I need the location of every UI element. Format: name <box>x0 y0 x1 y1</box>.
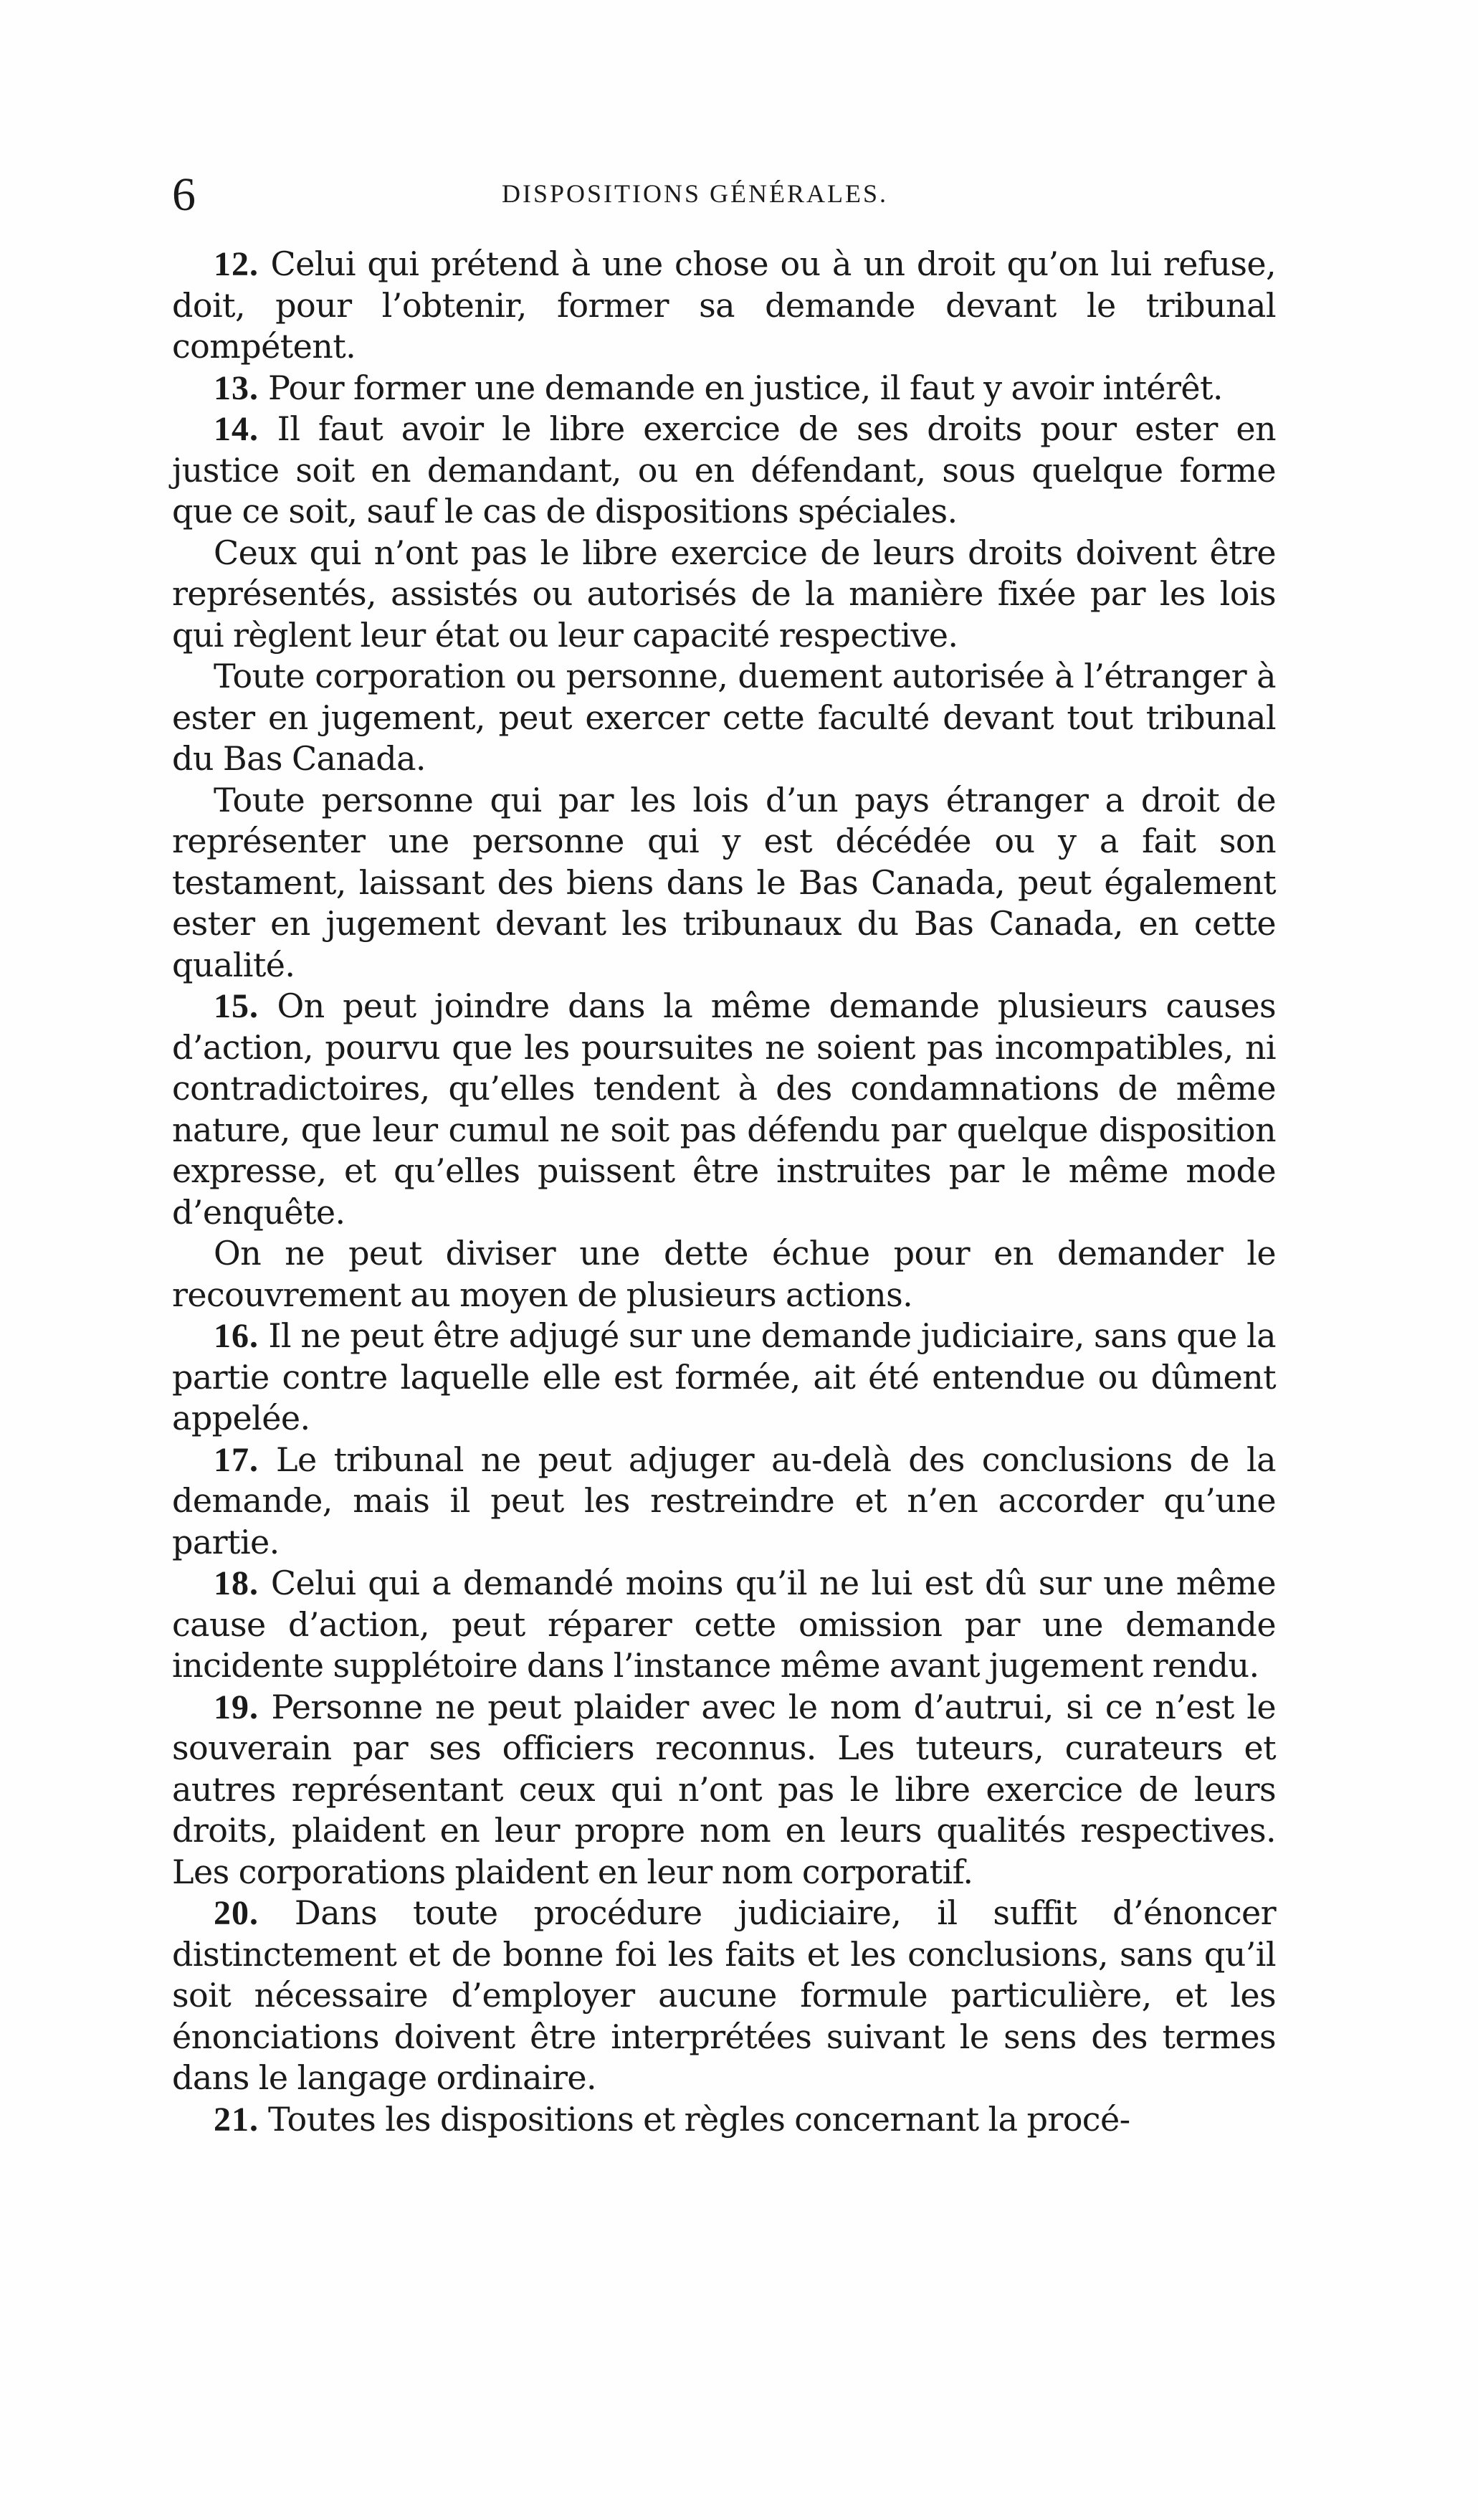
article-text: Celui qui a demandé moins qu’il ne lui est dû sur une même cause d’action, peut réparer cette omission par une demande incidente supplétoire dans l’instance même avant jugement rendu. <box>172 1564 1276 1685</box>
page-header <box>172 166 1276 224</box>
article-14-paragraph-3 <box>172 656 1276 780</box>
page-number: 6 <box>172 168 196 221</box>
article-12 <box>172 244 1276 368</box>
article-21 <box>172 2099 1276 2141</box>
article-19 <box>172 1687 1276 1893</box>
article-text: Toutes les dispositions et règles concernant la procé- <box>259 2099 1130 2139</box>
article-number: 16. <box>214 1317 259 1355</box>
article-15 <box>172 986 1276 1233</box>
article-16 <box>172 1316 1276 1440</box>
article-17 <box>172 1440 1276 1564</box>
paragraph-text: Toute personne qui par les lois d’un pays étranger a droit de représenter une personne qui y est décédée ou y a fait son testament, laissant des biens dans le Bas Canada, peut également ester en jugement devant les tribunaux du Bas Canada, en cette qualité. <box>172 780 1276 984</box>
article-20 <box>172 1893 1276 2099</box>
article-number: 21. <box>214 2100 259 2139</box>
article-text: Le tribunal ne peut adjuger au-delà des conclusions de la demande, mais il peut les restreindre et n’en accorder qu’une partie. <box>172 1440 1276 1561</box>
article-number: 19. <box>214 1688 259 1726</box>
article-15-paragraph-2 <box>172 1233 1276 1316</box>
paragraph-text: On ne peut diviser une dette échue pour en demander le recouvrement au moyen de plusieurs actions. <box>172 1234 1276 1314</box>
article-text: Il faut avoir le libre exercice de ses droits pour ester en justice soit en demandant, ou en défendant, sous quelque forme que ce soit, sauf le cas de dispositions spéciales. <box>172 409 1276 531</box>
paragraph-text: Ceux qui n’ont pas le libre exercice de leurs droits doivent être représentés, assistés ou autorisés de la manière fixée par les lois qui règlent leur état ou leur capacité respective. <box>172 533 1276 655</box>
article-number: 12. <box>214 245 259 283</box>
article-text: Dans toute procédure judiciaire, il suffit d’énoncer distinctement et de bonne foi les faits et les conclusions, sans qu’il soit nécessaire d’employer aucune formule particulière, et les énonciations doivent être interprétées suivant le sens des termes dans le langage ordinaire. <box>172 1893 1276 2097</box>
article-text: Il ne peut être adjugé sur une demande judiciaire, sans que la partie contre laquelle elle est formée, ait été entendue ou dûment appelée. <box>172 1316 1276 1437</box>
body-text <box>172 244 1276 2140</box>
article-text: On peut joindre dans la même demande plusieurs causes d’action, pourvu que les poursuites ne soient pas incompatibles, ni contradictoires, qu’elles tendent à des condamnations de même nature, que leur cumul ne soit pas défendu par quelque disposition expresse, et qu’elles puissent être instruites par le même mode d’enquête. <box>172 986 1276 1232</box>
paragraph-text: Toute corporation ou personne, duement autorisée à l’étranger à ester en jugement, peut exercer cette faculté devant tout tribunal du Bas Canada. <box>172 657 1276 778</box>
article-13 <box>172 368 1276 409</box>
article-text: Pour former une demande en justice, il faut y avoir intérêt. <box>259 368 1223 407</box>
article-18 <box>172 1563 1276 1687</box>
article-14 <box>172 409 1276 533</box>
article-text: Personne ne peut plaider avec le nom d’autrui, si ce n’est le souverain par ses officiers reconnus. Les tuteurs, curateurs et autres représentant ceux qui n’ont pas le libre exercice de leurs droits, plaident en leur propre nom en leurs qualités respectives. Les corporations plaident en leur nom corporatif. <box>172 1687 1276 1891</box>
article-14-paragraph-4 <box>172 780 1276 986</box>
article-number: 15. <box>214 987 259 1025</box>
article-number: 13. <box>214 369 259 407</box>
article-14-paragraph-2 <box>172 533 1276 657</box>
article-number: 20. <box>214 1894 259 1932</box>
running-title: DISPOSITIONS GÉNÉRALES. <box>502 179 889 208</box>
article-number: 14. <box>214 410 259 448</box>
article-number: 17. <box>214 1440 259 1479</box>
article-text: Celui qui prétend à une chose ou à un droit qu’on lui refuse, doit, pour l’obtenir, former sa demande devant le tribunal compétent. <box>172 244 1276 366</box>
article-number: 18. <box>214 1564 259 1602</box>
